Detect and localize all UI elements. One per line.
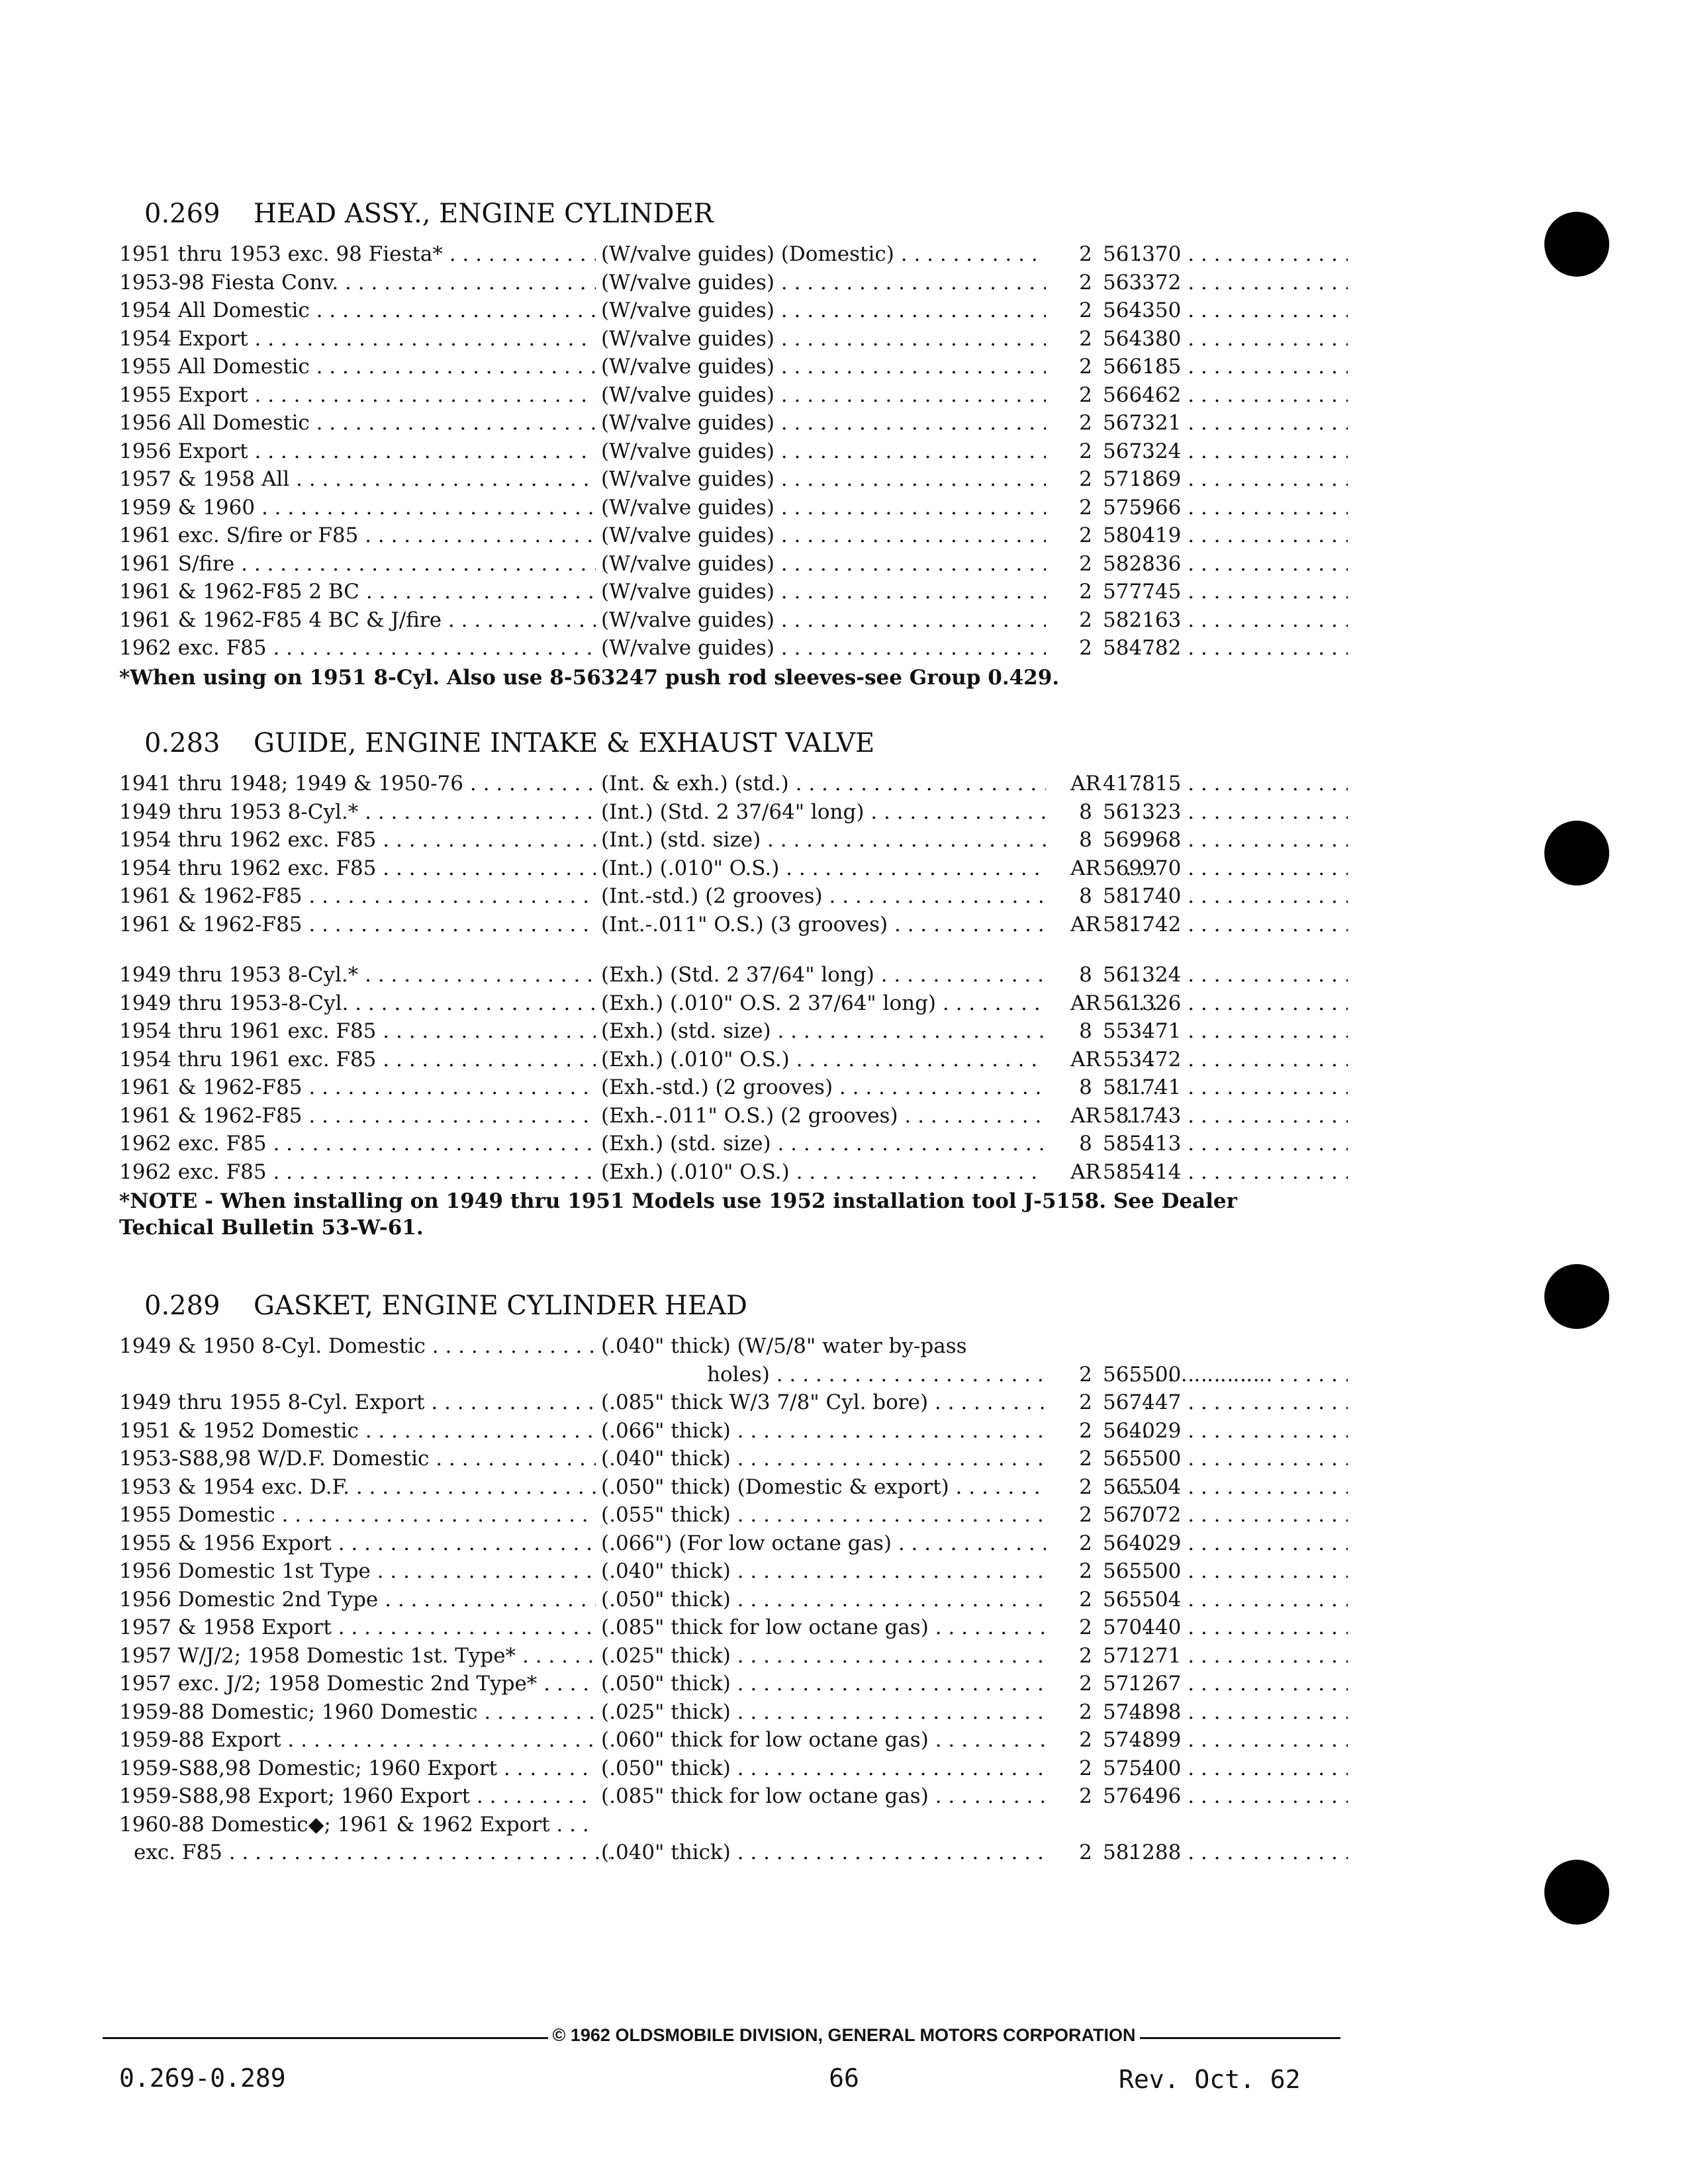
parts-row xyxy=(119,1390,1350,1419)
application-cell: 1959-88 Domestic; 1960 Domestic . . . xyxy=(119,1700,596,1724)
part-number-cell: 565500 . . . xyxy=(1099,1363,1348,1387)
parts-row xyxy=(119,1104,1350,1132)
application-cell: 1957 W/J/2; 1958 Domestic 1st. Type* . . . xyxy=(119,1644,596,1668)
parts-row xyxy=(119,913,1350,941)
quantity-cell: 2 xyxy=(1046,1363,1125,1387)
application-cell: 1961 & 1962-F85 2 BC . . . xyxy=(119,580,596,604)
quantity-cell: 2 xyxy=(1046,1531,1125,1555)
quantity-cell: 2 xyxy=(1046,271,1125,295)
section-number: 0.289 xyxy=(144,1291,220,1321)
quantity-cell: 8 xyxy=(1046,828,1125,852)
quantity-cell: AR xyxy=(1046,991,1125,1015)
parts-table xyxy=(119,1334,1350,1869)
description-cell: (.050" thick) . . . xyxy=(601,1672,1157,1696)
description-cell: (W/valve guides) . . . xyxy=(601,608,1157,632)
application-cell: 1951 thru 1953 exc. 98 Fiesta* . . . xyxy=(119,242,596,266)
parts-row xyxy=(119,1048,1350,1076)
parts-row xyxy=(119,1075,1350,1104)
part-number-cell: 574898 . . . xyxy=(1099,1700,1348,1724)
application-cell: 1954 thru 1962 exc. F85 . . . xyxy=(119,856,596,880)
application-cell: 1949 & 1950 8-Cyl. Domestic . . . xyxy=(119,1334,596,1358)
quantity-cell: 2 xyxy=(1046,298,1125,322)
description-cell: (.040" thick) . . . xyxy=(601,1447,1157,1471)
application-cell: 1949 thru 1953 8-Cyl.* . . . xyxy=(119,963,596,987)
part-number-cell: 566185 . . . xyxy=(1099,355,1348,379)
parts-row xyxy=(119,1700,1350,1729)
parts-row xyxy=(119,1644,1350,1672)
quantity-cell: 2 xyxy=(1046,1615,1125,1639)
footer-copyright: © 1962 OLDSMOBILE DIVISION, GENERAL MOTORS CORPORATION xyxy=(0,2025,1688,2046)
description-cell: (Int. & exh.) (std.) . . . xyxy=(601,772,1157,796)
quantity-cell: 2 xyxy=(1046,411,1125,435)
description-cell: (Exh.) (.010" O.S.) . . . xyxy=(601,1160,1157,1184)
description-cell: (Exh.) (.010" O.S. 2 37/64" long) . . . xyxy=(601,991,1157,1015)
application-cell: 1951 & 1952 Domestic . . . xyxy=(119,1419,596,1443)
section-0-283 xyxy=(119,728,1350,1241)
application-cell: 1957 & 1958 All . . . xyxy=(119,467,596,491)
description-cell: (W/valve guides) . . . xyxy=(601,496,1157,520)
parts-row xyxy=(119,327,1350,355)
description-cell: (.085" thick for low octane gas) . . . xyxy=(601,1615,1157,1639)
application-cell: 1959-S88,98 Export; 1960 Export . . . xyxy=(119,1784,596,1808)
description-cell: (Int.) (Std. 2 37/64" long) . . . xyxy=(601,800,1157,824)
application-cell: 1954 thru 1961 exc. F85 . . . xyxy=(119,1019,596,1043)
part-number-cell: 570440 . . . xyxy=(1099,1615,1348,1639)
parts-row xyxy=(119,963,1350,991)
description-cell: (.055" thick) . . . xyxy=(601,1503,1157,1527)
quantity-cell: 2 xyxy=(1046,523,1125,547)
quantity-cell: 2 xyxy=(1046,1728,1125,1752)
parts-row xyxy=(119,1160,1350,1189)
quantity-cell: 2 xyxy=(1046,1672,1125,1696)
quantity-cell: 2 xyxy=(1046,1588,1125,1612)
part-number-cell: 565500 . . . xyxy=(1099,1447,1348,1471)
footer-group-range: 0.269-0.289 xyxy=(119,2064,286,2093)
quantity-cell: 2 xyxy=(1046,1503,1125,1527)
parts-row xyxy=(119,1813,1350,1841)
parts-row xyxy=(119,523,1350,552)
description-cell: (Exh.-std.) (2 grooves) . . . xyxy=(601,1075,1157,1099)
quantity-cell: AR xyxy=(1046,772,1125,796)
quantity-cell: 2 xyxy=(1046,439,1125,463)
application-cell: 1941 thru 1948; 1949 & 1950-76 . . . xyxy=(119,772,596,796)
punch-hole xyxy=(1544,1860,1609,1925)
part-number-cell: 571869 . . . xyxy=(1099,467,1348,491)
quantity-cell: 2 xyxy=(1046,1700,1125,1724)
part-number-cell: 581288 . . . xyxy=(1099,1841,1348,1864)
parts-row xyxy=(119,1334,1350,1363)
section-number: 0.269 xyxy=(144,199,220,229)
description-cell: (.066" thick) . . . xyxy=(601,1419,1157,1443)
description-cell: (Exh.) (std. size) . . . xyxy=(601,1132,1157,1156)
description-cell: (W/valve guides) (Domestic) . . . xyxy=(601,242,1157,266)
section-title: GUIDE, ENGINE INTAKE & EXHAUST VALVE xyxy=(254,728,875,758)
quantity-cell: 2 xyxy=(1046,467,1125,491)
quantity-cell: AR xyxy=(1046,1048,1125,1071)
quantity-cell: 2 xyxy=(1046,383,1125,407)
application-cell: 1954 Export . . . xyxy=(119,327,596,351)
part-number-cell: 582836 . . . xyxy=(1099,552,1348,576)
part-number-cell: 567321 . . . xyxy=(1099,411,1348,435)
part-number-cell: 581742 . . . xyxy=(1099,913,1348,936)
application-cell: 1955 Export . . . xyxy=(119,383,596,407)
description-cell: (W/valve guides) . . . xyxy=(601,580,1157,604)
part-number-cell: 576496 . . . xyxy=(1099,1784,1348,1808)
section-heading xyxy=(144,728,1350,758)
part-number-cell: 563372 . . . xyxy=(1099,271,1348,295)
quantity-cell: 8 xyxy=(1046,1019,1125,1043)
part-number-cell: 564380 . . . xyxy=(1099,327,1348,351)
application-cell: 1953 & 1954 exc. D.F. . . . xyxy=(119,1475,596,1499)
parts-row xyxy=(119,1419,1350,1447)
application-cell: 1962 exc. F85 . . . xyxy=(119,636,596,660)
section-note: *When using on 1951 8-Cyl. Also use 8-563247 push rod sleeves-see Group 0.429. xyxy=(119,665,1060,690)
part-number-cell: 584782 . . . xyxy=(1099,636,1348,660)
parts-row xyxy=(119,411,1350,439)
description-cell: (Int.) (std. size) . . . xyxy=(601,828,1157,852)
description-cell: (W/valve guides) . . . xyxy=(601,327,1157,351)
parts-row xyxy=(119,1363,1350,1391)
application-cell: 1961 & 1962-F85 . . . xyxy=(119,1075,596,1099)
parts-row xyxy=(119,856,1350,885)
part-number-cell: 585414 . . . xyxy=(1099,1160,1348,1184)
parts-row xyxy=(119,636,1350,664)
quantity-cell: AR xyxy=(1046,1160,1125,1184)
punch-hole xyxy=(1544,212,1609,277)
part-number-cell: 569968 . . . xyxy=(1099,828,1348,852)
parts-row xyxy=(119,383,1350,412)
part-number-cell: 571271 . . . xyxy=(1099,1644,1348,1668)
application-cell: 1959-88 Export . . . xyxy=(119,1728,596,1752)
application-cell: 1956 Domestic 2nd Type . . . xyxy=(119,1588,596,1612)
description-cell: (W/valve guides) . . . xyxy=(601,439,1157,463)
part-number-cell: 581740 . . . xyxy=(1099,884,1348,908)
section-0-269 xyxy=(119,199,1350,691)
part-number-cell: 567324 . . . xyxy=(1099,439,1348,463)
part-number-cell: 566462 . . . xyxy=(1099,383,1348,407)
application-cell: 1956 Export . . . xyxy=(119,439,596,463)
parts-row xyxy=(119,1615,1350,1644)
parts-row xyxy=(119,1019,1350,1048)
description-cell: (Exh.) (.010" O.S.) . . . xyxy=(601,1048,1157,1071)
application-cell: 1957 & 1958 Export . . . xyxy=(119,1615,596,1639)
part-number-cell: 565504 . . . xyxy=(1099,1588,1348,1612)
description-cell: (.050" thick) (Domestic & export) . . . xyxy=(601,1475,1157,1499)
parts-row xyxy=(119,1447,1350,1475)
quantity-cell: 2 xyxy=(1046,1475,1125,1499)
part-number-cell: 582163 . . . xyxy=(1099,608,1348,632)
part-number-cell: 561370 . . . xyxy=(1099,242,1348,266)
application-cell: 1953-S88,98 W/D.F. Domestic . . . xyxy=(119,1447,596,1471)
description-cell: (W/valve guides) . . . xyxy=(601,636,1157,660)
part-number-cell: 585413 . . . xyxy=(1099,1132,1348,1156)
description-cell: (Exh.) (Std. 2 37/64" long) . . . xyxy=(601,963,1157,987)
parts-row xyxy=(119,800,1350,829)
parts-row xyxy=(119,1728,1350,1756)
application-cell: 1961 S/fire . . . xyxy=(119,552,596,576)
parts-row xyxy=(119,772,1350,800)
description-cell: (W/valve guides) . . . xyxy=(601,467,1157,491)
parts-row xyxy=(119,1756,1350,1785)
application-cell: 1955 Domestic . . . xyxy=(119,1503,596,1527)
part-number-cell: 567072 . . . xyxy=(1099,1503,1348,1527)
punch-hole xyxy=(1544,1264,1609,1329)
quantity-cell: 8 xyxy=(1046,1075,1125,1099)
quantity-cell: 2 xyxy=(1046,1559,1125,1583)
description-cell: (.050" thick) . . . xyxy=(601,1756,1157,1780)
footer-revision: Rev. Oct. 62 xyxy=(1119,2065,1301,2094)
parts-row xyxy=(119,355,1350,383)
quantity-cell: 2 xyxy=(1046,1841,1125,1864)
description-cell: (.040" thick) (W/5/8" water by-pass xyxy=(601,1334,967,1358)
application-cell: 1949 thru 1953 8-Cyl.* . . . xyxy=(119,800,596,824)
parts-row xyxy=(119,608,1350,637)
page-number: 66 xyxy=(829,2064,859,2093)
parts-row xyxy=(119,439,1350,468)
parts-row xyxy=(119,1784,1350,1813)
quantity-cell: 2 xyxy=(1046,1784,1125,1808)
parts-row xyxy=(119,1559,1350,1588)
description-cell: (Exh.-.011" O.S.) (2 grooves) . . . xyxy=(601,1104,1157,1128)
application-cell: 1955 & 1956 Export . . . xyxy=(119,1531,596,1555)
application-cell: 1960-88 Domestic◆; 1961 & 1962 Export . . . xyxy=(119,1813,596,1837)
description-cell: (W/valve guides) . . . xyxy=(601,383,1157,407)
parts-row xyxy=(119,1132,1350,1160)
application-cell: 1956 Domestic 1st Type . . . xyxy=(119,1559,596,1583)
quantity-cell: 2 xyxy=(1046,355,1125,379)
description-cell: (.085" thick for low octane gas) . . . xyxy=(601,1784,1157,1808)
application-cell: exc. F85 . . . xyxy=(119,1841,610,1864)
quantity-cell: 2 xyxy=(1046,608,1125,632)
description-cell: (.040" thick) . . . xyxy=(601,1841,1157,1864)
parts-row xyxy=(119,1475,1350,1504)
quantity-cell: AR xyxy=(1046,913,1125,936)
quantity-cell: 8 xyxy=(1046,800,1125,824)
section-heading xyxy=(144,1291,1350,1321)
application-cell: 1949 thru 1953-8-Cyl. . . . xyxy=(119,991,596,1015)
description-cell: (.066") (For low octane gas) . . . xyxy=(601,1531,1157,1555)
part-number-cell: 553472 . . . xyxy=(1099,1048,1348,1071)
part-number-cell: 564029 . . . xyxy=(1099,1531,1348,1555)
application-cell: 1962 exc. F85 . . . xyxy=(119,1160,596,1184)
section-title: HEAD ASSY., ENGINE CYLINDER xyxy=(254,199,714,229)
parts-row xyxy=(119,1588,1350,1616)
part-number-cell: 565504 . . . xyxy=(1099,1475,1348,1499)
description-cell: (.060" thick for low octane gas) . . . xyxy=(601,1728,1157,1752)
parts-row xyxy=(119,496,1350,524)
part-number-cell: 561326 . . . xyxy=(1099,991,1348,1015)
part-number-cell: 569970 . . . xyxy=(1099,856,1348,880)
quantity-cell: 2 xyxy=(1046,580,1125,604)
description-cell: (W/valve guides) . . . xyxy=(601,298,1157,322)
description-cell: (Int.) (.010" O.S.) . . . xyxy=(601,856,1157,880)
application-cell: 1961 & 1962-F85 . . . xyxy=(119,884,596,908)
description-cell: (.085" thick W/3 7/8" Cyl. bore) . . . xyxy=(601,1390,1157,1414)
row-spacer xyxy=(119,940,1350,963)
section-number: 0.283 xyxy=(144,728,220,758)
description-cell: (W/valve guides) . . . xyxy=(601,411,1157,435)
parts-row xyxy=(119,828,1350,856)
application-cell: 1956 All Domestic . . . xyxy=(119,411,596,435)
application-cell: 1961 & 1962-F85 4 BC & J/fire . . . xyxy=(119,608,596,632)
application-cell: 1949 thru 1955 8-Cyl. Export . . . xyxy=(119,1390,596,1414)
application-cell: 1959 & 1960 . . . xyxy=(119,496,596,520)
parts-row xyxy=(119,552,1350,580)
part-number-cell: 575966 . . . xyxy=(1099,496,1348,520)
application-cell: 1953-98 Fiesta Conv. . . . xyxy=(119,271,596,295)
application-cell: 1954 thru 1961 exc. F85 . . . xyxy=(119,1048,596,1071)
application-cell: 1954 thru 1962 exc. F85 . . . xyxy=(119,828,596,852)
part-number-cell: 564350 . . . xyxy=(1099,298,1348,322)
part-number-cell: 553471 . . . xyxy=(1099,1019,1348,1043)
parts-row xyxy=(119,1841,1350,1869)
description-cell: (.040" thick) . . . xyxy=(601,1559,1157,1583)
quantity-cell: 8 xyxy=(1046,1132,1125,1156)
description-cell: (W/valve guides) . . . xyxy=(601,552,1157,576)
punch-hole xyxy=(1544,821,1609,886)
quantity-cell: 2 xyxy=(1046,327,1125,351)
parts-row xyxy=(119,1531,1350,1560)
part-number-cell: 577745 . . . xyxy=(1099,580,1348,604)
quantity-cell: 2 xyxy=(1046,1644,1125,1668)
quantity-cell: 2 xyxy=(1046,1756,1125,1780)
description-cell: (.025" thick) . . . xyxy=(601,1644,1157,1668)
description-cell: (Int.-.011" O.S.) (3 grooves) . . . xyxy=(601,913,1157,936)
application-cell: 1961 & 1962-F85 . . . xyxy=(119,913,596,936)
parts-row xyxy=(119,298,1350,327)
application-cell: 1959-S88,98 Domestic; 1960 Export . . . xyxy=(119,1756,596,1780)
description-cell: (Exh.) (std. size) . . . xyxy=(601,1019,1157,1043)
parts-row xyxy=(119,1503,1350,1531)
quantity-cell: 2 xyxy=(1046,242,1125,266)
part-number-cell: 574899 . . . xyxy=(1099,1728,1348,1752)
part-number-cell: 565500 . . . xyxy=(1099,1559,1348,1583)
section-heading xyxy=(144,199,1350,229)
parts-table xyxy=(119,242,1350,664)
description-cell: holes) . . . xyxy=(601,1363,1263,1387)
part-number-cell: 564029 . . . xyxy=(1099,1419,1348,1443)
part-number-cell: 575400 . . . xyxy=(1099,1756,1348,1780)
quantity-cell: 8 xyxy=(1046,884,1125,908)
quantity-cell: 2 xyxy=(1046,636,1125,660)
parts-row xyxy=(119,242,1350,271)
description-cell: (W/valve guides) . . . xyxy=(601,355,1157,379)
section-title: GASKET, ENGINE CYLINDER HEAD xyxy=(254,1291,747,1321)
application-cell: 1957 exc. J/2; 1958 Domestic 2nd Type* . . . xyxy=(119,1672,596,1696)
quantity-cell: 2 xyxy=(1046,1419,1125,1443)
application-cell: 1962 exc. F85 . . . xyxy=(119,1132,596,1156)
part-number-cell: 580419 . . . xyxy=(1099,523,1348,547)
parts-row xyxy=(119,271,1350,299)
application-cell: 1955 All Domestic . . . xyxy=(119,355,596,379)
application-cell: 1954 All Domestic . . . xyxy=(119,298,596,322)
parts-row xyxy=(119,1672,1350,1700)
part-number-cell: 581743 . . . xyxy=(1099,1104,1348,1128)
quantity-cell: 8 xyxy=(1046,963,1125,987)
parts-row xyxy=(119,467,1350,496)
description-cell: (.050" thick) . . . xyxy=(601,1588,1157,1612)
parts-row xyxy=(119,580,1350,608)
part-number-cell: 561323 . . . xyxy=(1099,800,1348,824)
quantity-cell: 2 xyxy=(1046,1390,1125,1414)
description-cell: (.025" thick) . . . xyxy=(601,1700,1157,1724)
application-cell: 1961 & 1962-F85 . . . xyxy=(119,1104,596,1128)
section-note: *NOTE - When installing on 1949 thru 1951 Models use 1952 installation tool J-5158. See Dealer Techical Bulletin 53-W-61. xyxy=(119,1189,1237,1240)
quantity-cell: AR xyxy=(1046,856,1125,880)
quantity-cell: AR xyxy=(1046,1104,1125,1128)
quantity-cell: 2 xyxy=(1046,496,1125,520)
part-number-cell: 561324 . . . xyxy=(1099,963,1348,987)
part-number-cell: 581741 . . . xyxy=(1099,1075,1348,1099)
description-cell: (W/valve guides) . . . xyxy=(601,523,1157,547)
parts-row xyxy=(119,991,1350,1020)
part-number-cell: 417815 . . . xyxy=(1099,772,1348,796)
application-cell: 1961 exc. S/fire or F85 . . . xyxy=(119,523,596,547)
part-number-cell: 567447 . . . xyxy=(1099,1390,1348,1414)
quantity-cell: 2 xyxy=(1046,552,1125,576)
parts-row xyxy=(119,884,1350,913)
section-0-289 xyxy=(119,1291,1350,1869)
quantity-cell: 2 xyxy=(1046,1447,1125,1471)
part-number-cell: 571267 . . . xyxy=(1099,1672,1348,1696)
parts-table xyxy=(119,772,1350,1188)
description-cell: (W/valve guides) . . . xyxy=(601,271,1157,295)
description-cell: (Int.-std.) (2 grooves) . . . xyxy=(601,884,1157,908)
